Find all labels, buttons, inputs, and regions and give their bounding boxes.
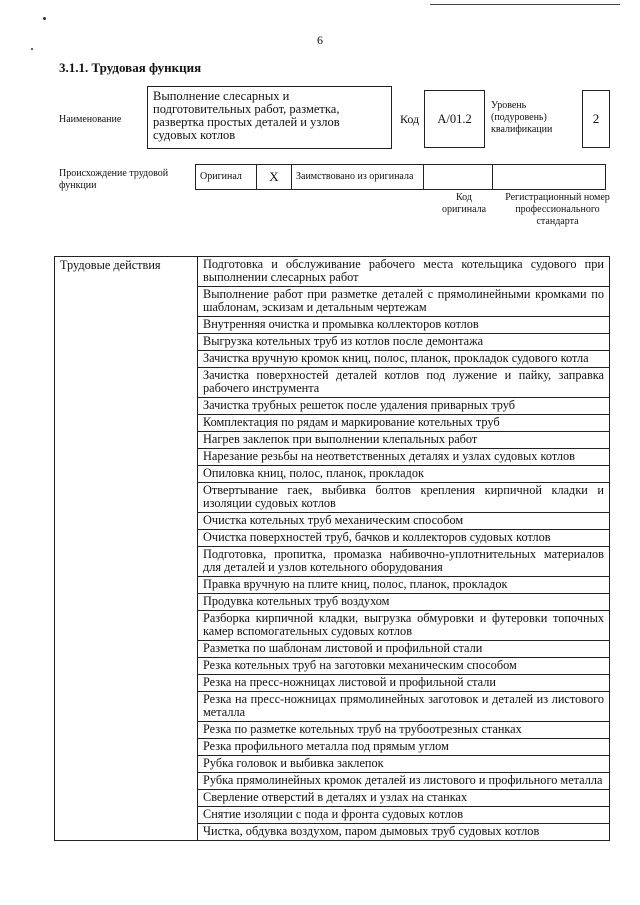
labor-action-item: Чистка, обдувка воздухом, паром дымовых труб судовых котлов xyxy=(198,824,610,841)
scan-mark xyxy=(31,48,33,50)
original-code-caption: Код оригинала xyxy=(441,192,487,215)
table-row xyxy=(55,257,610,287)
labor-action-item: Выполнение работ при разметке деталей с прямолинейными кромками по шаблонам, эскизам и детальным чертежам xyxy=(198,287,610,317)
original-code-cell xyxy=(424,165,493,190)
reg-number-caption: Регистрационный номер профессионального стандарта xyxy=(505,192,610,227)
code-label: Код xyxy=(400,112,420,126)
labor-action-item: Подготовка, пропитка, промазка набивочно-уплотнительных материалов для деталей и узлов котельного оборудования xyxy=(198,547,610,577)
labor-action-item: Очистка поверхностей труб, бачков и коллекторов судовых котлов xyxy=(198,530,610,547)
reg-number-cell xyxy=(493,165,606,190)
labor-action-item: Продувка котельных труб воздухом xyxy=(198,594,610,611)
page-number: 6 xyxy=(317,33,323,47)
labor-action-item: Сверление отверстий в деталях и узлах на станках xyxy=(198,790,610,807)
labor-action-item: Опиловка книц, полос, планок, прокладок xyxy=(198,466,610,483)
labor-action-item: Нагрев заклепок при выполнении клепальных работ xyxy=(198,432,610,449)
labor-action-item: Снятие изоляции с пода и фронта судовых котлов xyxy=(198,807,610,824)
labor-actions-label: Трудовые действия xyxy=(55,257,198,841)
labor-action-item: Комплектация по рядам и маркирование котельных труб xyxy=(198,415,610,432)
top-rule xyxy=(430,4,620,5)
code-value-box: A/01.2 xyxy=(424,90,485,148)
scan-mark xyxy=(43,17,46,20)
original-mark: X xyxy=(257,165,292,190)
labor-action-item: Резка профильного металла под прямым углом xyxy=(198,739,610,756)
function-name-box: Выполнение слесарных и подготовительных работ, разметка, развертка простых деталей и узлов судовых котлов xyxy=(147,86,392,149)
origin-label: Происхождение трудовой функции xyxy=(59,168,169,191)
labor-action-item: Внутренняя очистка и промывка коллекторов котлов xyxy=(198,317,610,334)
labor-action-item: Зачистка трубных решеток после удаления приварных труб xyxy=(198,398,610,415)
labor-action-item: Очистка котельных труб механическим способом xyxy=(198,513,610,530)
name-label: Наименование xyxy=(59,114,122,125)
labor-action-item: Резка на пресс-ножницах прямолинейных заготовок и деталей из листового металла xyxy=(198,692,610,722)
labor-actions-table xyxy=(54,256,610,841)
labor-action-item: Рубка головок и выбивка заклепок xyxy=(198,756,610,773)
labor-action-item: Зачистка поверхностей деталей котлов под лужение и пайку, заправка рабочего инструмента xyxy=(198,368,610,398)
borrowed-label: Заимствовано из оригинала xyxy=(292,165,424,190)
level-label: Уровень (подуровень) квалификации xyxy=(491,100,553,135)
labor-action-item: Резка на пресс-ножницах листовой и профильной стали xyxy=(198,675,610,692)
labor-action-item: Правка вручную на плите книц, полос, планок, прокладок xyxy=(198,577,610,594)
origin-table xyxy=(195,164,606,190)
labor-action-item: Отвертывание гаек, выбивка болтов крепления кирпичной кладки и изоляции судовых котлов xyxy=(198,483,610,513)
labor-action-item: Выгрузка котельных труб из котлов после демонтажа xyxy=(198,334,610,351)
level-value-box: 2 xyxy=(582,90,610,148)
labor-action-item: Зачистка вручную кромок книц, полос, планок, прокладок судового котла xyxy=(198,351,610,368)
labor-action-item: Разметка по шаблонам листовой и профильной стали xyxy=(198,641,610,658)
labor-action-item: Нарезание резьбы на неответственных деталях и узлах судовых котлов xyxy=(198,449,610,466)
labor-action-item: Подготовка и обслуживание рабочего места котельщика судового при выполнении слесарных работ xyxy=(198,257,610,287)
labor-action-item: Разборка кирпичной кладки, выгрузка обмуровки и футеровки топочных камер вспомогательных судовых котлов xyxy=(198,611,610,641)
original-label: Оригинал xyxy=(196,165,257,190)
labor-action-item: Резка котельных труб на заготовки механическим способом xyxy=(198,658,610,675)
labor-action-item: Резка по разметке котельных труб на трубоотрезных станках xyxy=(198,722,610,739)
section-heading: 3.1.1. Трудовая функция xyxy=(59,60,202,75)
labor-action-item: Рубка прямолинейных кромок деталей из листового и профильного металла xyxy=(198,773,610,790)
